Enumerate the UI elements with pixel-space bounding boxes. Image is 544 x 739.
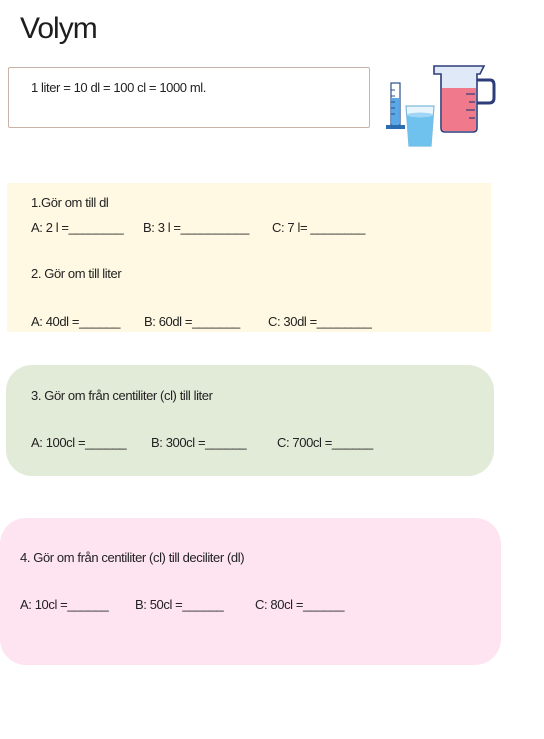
page-title: Volym	[20, 12, 97, 45]
task4-heading: 4. Gör om från centiliter (cl) till deciliter (dl)	[20, 550, 245, 565]
task1-task2-panel	[7, 183, 491, 332]
task3-item-a: A: 100cl =______	[31, 435, 127, 450]
task1-item-b: B: 3 l =__________	[143, 220, 249, 235]
task4-item-a: A: 10cl =______	[20, 597, 109, 612]
task2-item-b: B: 60dl =_______	[144, 314, 240, 329]
conversion-fact-box	[8, 67, 370, 128]
measuring-jug-icon	[434, 66, 494, 132]
task2-heading: 2. Gör om till liter	[31, 266, 122, 281]
task1-heading: 1.Gör om till dl	[31, 195, 109, 210]
task2-item-a: A: 40dl =______	[31, 314, 121, 329]
task3-heading: 3. Gör om från centiliter (cl) till liter	[31, 388, 213, 403]
task1-item-a: A: 2 l =________	[31, 220, 124, 235]
task4-item-c: C: 80cl =______	[255, 597, 345, 612]
task4-panel	[0, 518, 501, 665]
measuring-illustration	[382, 58, 506, 150]
water-glass-icon	[406, 106, 434, 146]
task2-item-c: C: 30dl =________	[268, 314, 372, 329]
task4-item-b: B: 50cl =______	[135, 597, 224, 612]
graduated-cylinder-icon	[386, 83, 405, 129]
conversion-fact-text: 1 liter = 10 dl = 100 cl = 1000 ml.	[31, 80, 206, 95]
task1-item-c: C: 7 l= ________	[272, 220, 365, 235]
task3-panel	[6, 365, 494, 476]
task3-item-c: C: 700cl =______	[277, 435, 373, 450]
task3-item-b: B: 300cl =______	[151, 435, 247, 450]
